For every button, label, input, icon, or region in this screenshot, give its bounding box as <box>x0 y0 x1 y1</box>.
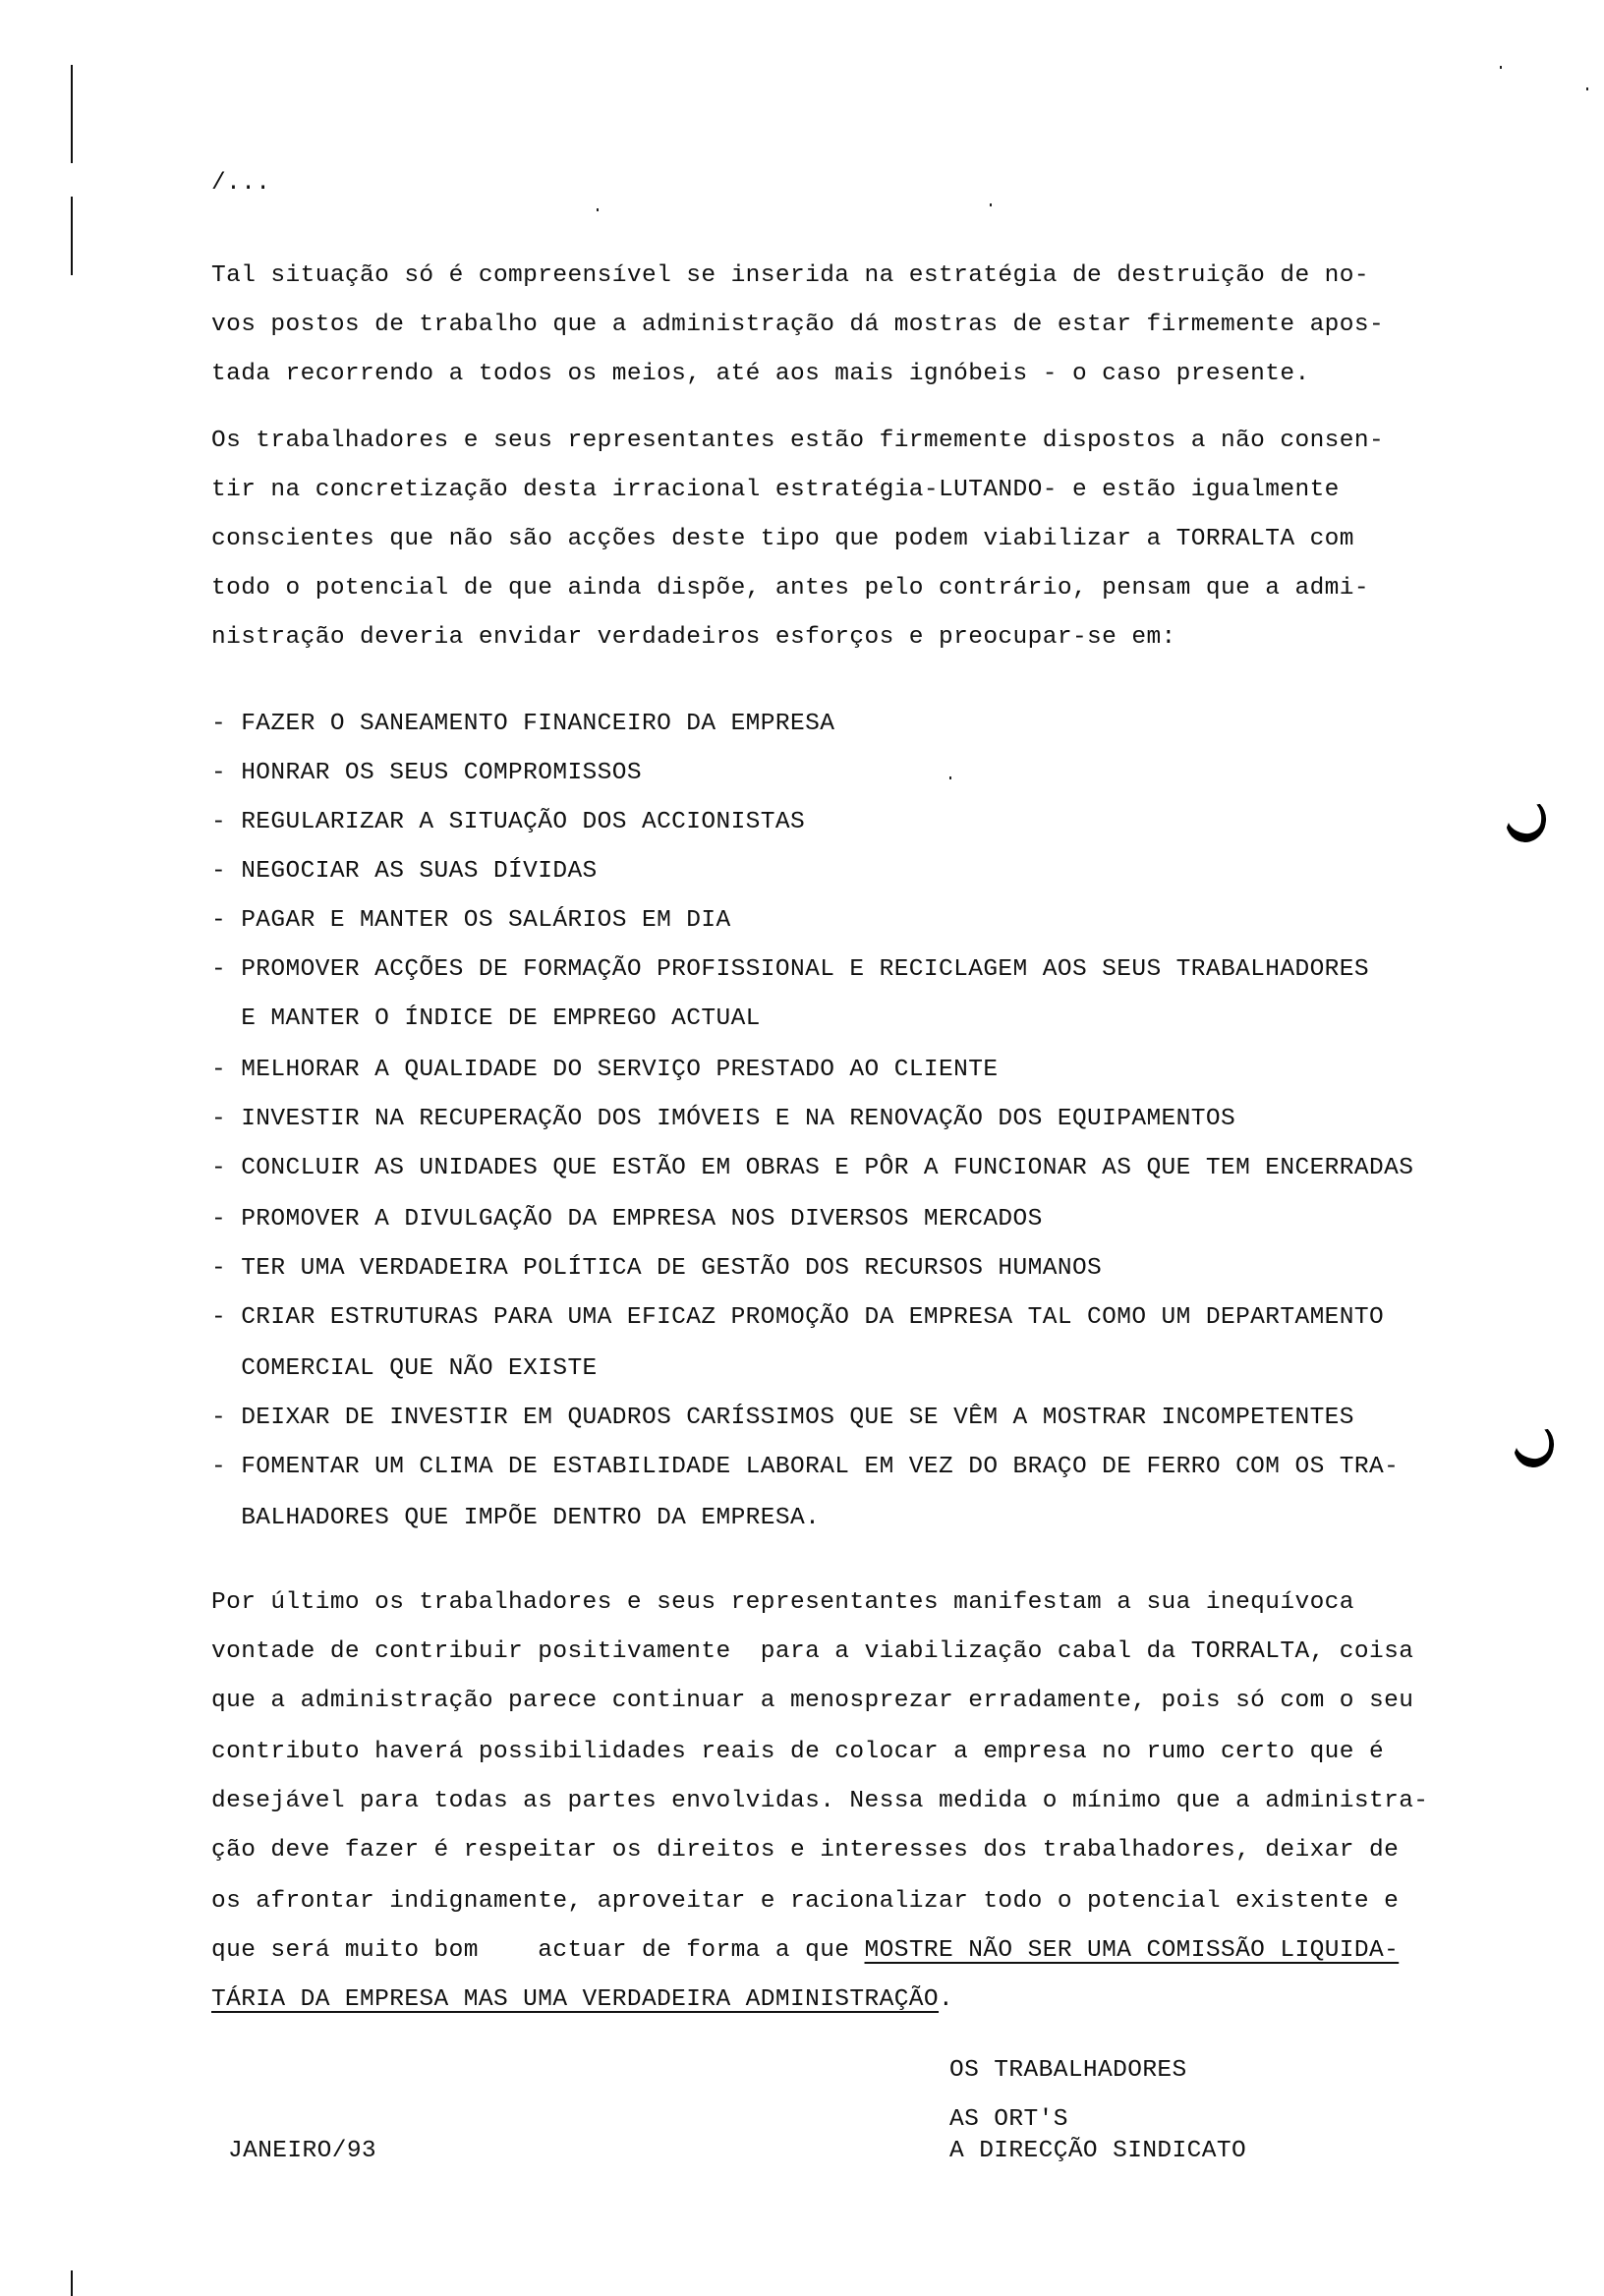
paragraph-3-line: ção deve fazer é respeitar os direitos e interesses dos trabalhadores, deixar de <box>211 1837 1400 1864</box>
demand-item: - DEIXAR DE INVESTIR EM QUADROS CARÍSSIMOS QUE SE VÊM A MOSTRAR INCOMPETENTES <box>211 1405 1354 1431</box>
paragraph-2-line: tir na concretização desta irracional estratégia-LUTANDO- e estão igualmente <box>211 477 1340 503</box>
paragraph-3-line: Por último os trabalhadores e seus representantes manifestam a sua inequívoca <box>211 1589 1354 1616</box>
paragraph-2-line: conscientes que não são acções deste tipo que podem viabilizar a TORRALTA com <box>211 526 1354 552</box>
demand-item: - MELHORAR A QUALIDADE DO SERVIÇO PRESTADO AO CLIENTE <box>211 1057 999 1083</box>
paragraph-2-line: nistração deveria envidar verdadeiros esforços e preocupar-se em: <box>211 624 1176 651</box>
continuation-mark: /... <box>211 170 271 197</box>
margin-line <box>71 2270 73 2296</box>
paragraph-2-line: Os trabalhadores e seus representantes estão firmemente dispostos a não consen- <box>211 428 1385 454</box>
demand-item: - HONRAR OS SEUS COMPROMISSOS <box>211 760 642 786</box>
paragraph-3-line: desejável para todas as partes envolvidas. Nessa medida o mínimo que a administra- <box>211 1788 1429 1814</box>
margin-line <box>71 197 73 275</box>
paragraph-1-line: Tal situação só é compreensível se inserida na estratégia de destruição de no- <box>211 262 1369 289</box>
demand-item: - TER UMA VERDADEIRA POLÍTICA DE GESTÃO DOS RECURSOS HUMANOS <box>211 1255 1103 1282</box>
hole-punch-mark <box>1510 1420 1557 1470</box>
demand-item: - PROMOVER A DIVULGAÇÃO DA EMPRESA NOS DIVERSOS MERCADOS <box>211 1206 1043 1233</box>
demand-item: - CRIAR ESTRUTURAS PARA UMA EFICAZ PROMOÇÃO DA EMPRESA TAL COMO UM DEPARTAMENTO <box>211 1304 1385 1331</box>
demand-item: - PAGAR E MANTER OS SALÁRIOS EM DIA <box>211 907 731 934</box>
scan-speck <box>597 208 599 211</box>
paragraph-3-line: vontade de contribuir positivamente para a viabilização cabal da TORRALTA, coisa <box>211 1638 1414 1665</box>
scan-speck <box>990 203 992 206</box>
demand-item: - NEGOCIAR AS SUAS DÍVIDAS <box>211 858 598 885</box>
paragraph-3-line <box>211 1985 953 2015</box>
paragraph-3-line: os afrontar indignamente, aproveitar e racionalizar todo o potencial existente e <box>211 1888 1400 1915</box>
paragraph-3-line: que a administração parece continuar a menosprezar erradamente, pois só com o seu <box>211 1688 1414 1714</box>
paragraph-1-line: tada recorrendo a todos os meios, até aos mais ignóbeis - o caso presente. <box>211 361 1310 387</box>
demand-item: - FOMENTAR UM CLIMA DE ESTABILIDADE LABORAL EM VEZ DO BRAÇO DE FERRO COM OS TRA- <box>211 1454 1400 1480</box>
demand-item: - FAZER O SANEAMENTO FINANCEIRO DA EMPRESA <box>211 711 835 737</box>
period: . <box>939 1986 954 2013</box>
paragraph-3-line <box>211 1936 1399 1966</box>
underlined-demand: TÁRIA DA EMPRESA MAS UMA VERDADEIRA ADMINISTRAÇÃO <box>211 1986 940 2013</box>
paragraph-3-line: contributo haverá possibilidades reais de colocar a empresa no rumo certo que é <box>211 1739 1385 1765</box>
scan-speck <box>1586 87 1588 90</box>
paragraph-1-line: vos postos de trabalho que a administração dá mostras de estar firmemente apos- <box>211 312 1385 338</box>
plain-text: que será muito bom actuar de forma a que <box>211 1937 865 1964</box>
signature-orts: AS ORT'S <box>949 2106 1068 2133</box>
demand-item: - INVESTIR NA RECUPERAÇÃO DOS IMÓVEIS E NA RENOVAÇÃO DOS EQUIPAMENTOS <box>211 1106 1236 1132</box>
underlined-demand: MOSTRE NÃO SER UMA COMISSÃO LIQUIDA- <box>864 1937 1400 1964</box>
signature-workers: OS TRABALHADORES <box>949 2057 1187 2084</box>
scan-speck <box>1500 66 1502 69</box>
demand-item-continuation: BALHADORES QUE IMPÕE DENTRO DA EMPRESA. <box>211 1505 821 1531</box>
date: JANEIRO/93 <box>228 2138 377 2164</box>
demand-item-continuation: COMERCIAL QUE NÃO EXISTE <box>211 1355 598 1382</box>
hole-punch-mark <box>1502 795 1549 845</box>
demand-item-continuation: E MANTER O ÍNDICE DE EMPREGO ACTUAL <box>211 1005 761 1032</box>
margin-line <box>71 65 73 163</box>
scan-speck <box>949 776 951 779</box>
demand-item: - REGULARIZAR A SITUAÇÃO DOS ACCIONISTAS <box>211 809 806 835</box>
signature-union: A DIRECÇÃO SINDICATO <box>949 2138 1247 2164</box>
demand-item: - CONCLUIR AS UNIDADES QUE ESTÃO EM OBRAS E PÔR A FUNCIONAR AS QUE TEM ENCERRADAS <box>211 1155 1414 1181</box>
paragraph-2-line: todo o potencial de que ainda dispõe, antes pelo contrário, pensam que a admi- <box>211 575 1369 602</box>
demand-item: - PROMOVER ACÇÕES DE FORMAÇÃO PROFISSIONAL E RECICLAGEM AOS SEUS TRABALHADORES <box>211 956 1369 983</box>
